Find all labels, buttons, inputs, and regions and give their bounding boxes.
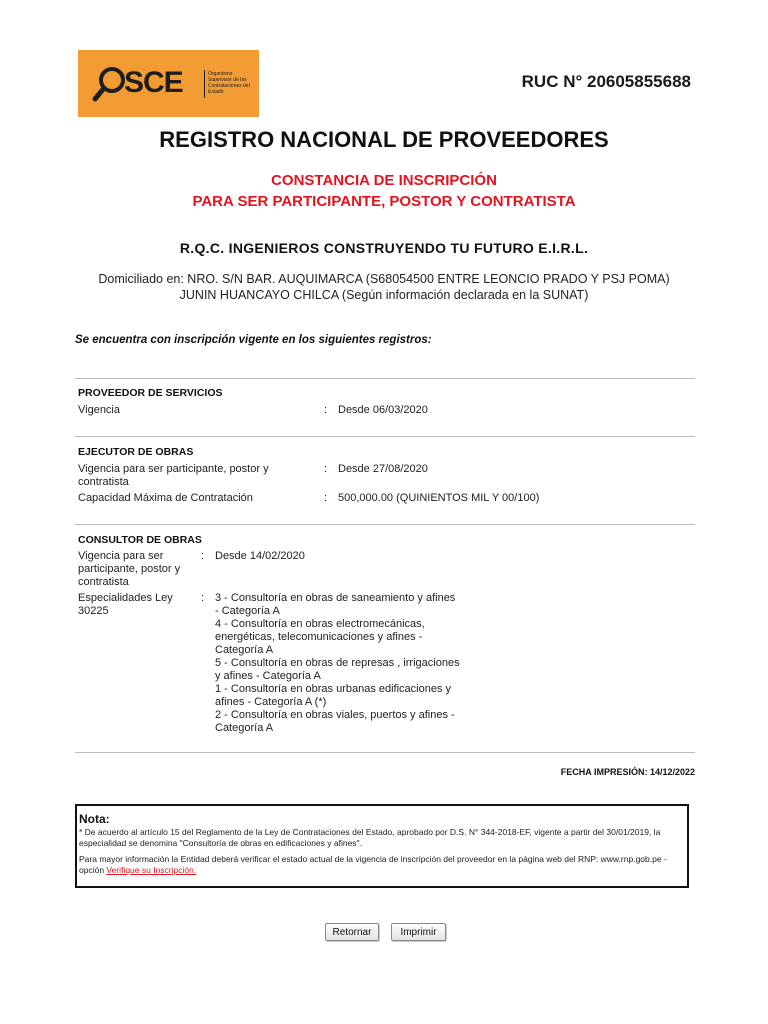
note-paragraph-1: * De acuerdo al artículo 15 del Reglamento de la Ley de Contrataciones del Estado, aprobado por D.S. N° 344-2018-EF, vigente a partir del 30/01/2019, la especialidad se denomina "Consultoría de obras en edificaciones y afines". xyxy=(79,827,661,848)
ejecutor-capacidad-label: Capacidad Máxima de Contratación xyxy=(78,492,253,504)
section-divider xyxy=(75,524,695,525)
logo-word: SCE xyxy=(124,66,183,99)
subtitle-line-2: PARA SER PARTICIPANTE, POSTOR Y CONTRATISTA xyxy=(192,193,576,210)
section-divider xyxy=(75,436,695,437)
note-paragraph-2-text: Para mayor información la Entidad deberá verificar el estado actual de la vigencia de inscripción del proveedor en la página web del RNP: www.rnp.gob.pe - opción xyxy=(79,854,667,875)
retornar-button[interactable]: Retornar xyxy=(325,923,379,941)
proveedor-vigencia-value: Desde 06/03/2020 xyxy=(338,404,428,416)
imprimir-button[interactable]: Imprimir xyxy=(391,923,446,941)
colon: : xyxy=(324,492,328,504)
print-date: FECHA IMPRESIÓN: 14/12/2022 xyxy=(560,767,695,777)
section-title-ejecutor: EJECUTOR DE OBRAS xyxy=(78,446,194,458)
especialidad-item: 2 - Consultoría en obras viales, puertos y afines - Categoría A xyxy=(215,709,455,734)
note-box xyxy=(75,804,689,888)
registry-intro: Se encuentra con inscripción vigente en los siguientes registros: xyxy=(75,334,432,346)
especialidad-item: 1 - Consultoría en obras urbanas edificaciones y afines - Categoría A (*) xyxy=(215,683,452,708)
page-title: REGISTRO NACIONAL DE PROVEEDORES xyxy=(159,127,609,152)
section-title-proveedor: PROVEEDOR DE SERVICIOS xyxy=(78,387,223,399)
especialidad-item: 5 - Consultoría en obras de represas , irrigaciones y afines - Categoría A xyxy=(215,657,460,682)
ejecutor-capacidad-value: 500,000.00 (QUINIENTOS MIL Y 00/100) xyxy=(338,492,540,504)
ejecutor-vigencia-value: Desde 27/08/2020 xyxy=(338,463,428,475)
ejecutor-vigencia-label: Vigencia para ser participante, postor y contratista xyxy=(78,463,269,488)
consultor-vigencia-value: Desde 14/02/2020 xyxy=(215,550,305,562)
magnifier-icon xyxy=(92,64,128,104)
colon: : xyxy=(324,463,328,475)
especialidades-list xyxy=(215,592,460,735)
note-title: Nota: xyxy=(79,812,110,826)
osce-logo xyxy=(78,50,259,117)
company-address: Domiciliado en: NRO. S/N BAR. AUQUIMARCA (S68054500 ENTRE LEONCIO PRADO Y PSJ POMA) JUNIN HUANCAYO CHILCA (Según información declarada en la SUNAT) xyxy=(98,272,670,302)
consultor-vigencia-label: Vigencia para ser participante, postor y contratista xyxy=(78,550,181,588)
section-title-consultor: CONSULTOR DE OBRAS xyxy=(78,534,202,546)
logo-divider xyxy=(204,70,205,98)
note-paragraph-2 xyxy=(79,854,687,875)
company-name: R.Q.C. INGENIEROS CONSTRUYENDO TU FUTURO E.I.R.L. xyxy=(179,240,589,256)
section-divider xyxy=(75,378,695,379)
ruc-number: RUC N° 20605855688 xyxy=(521,72,691,91)
logo-subtitle: Organismo Supervisor de las Contrataciones del Estado xyxy=(208,71,250,95)
especialidad-item: 4 - Consultoría en obras electromecánicas, energéticas, telecomunicaciones y afines - Categoría A xyxy=(215,618,425,656)
colon: : xyxy=(201,550,205,562)
colon: : xyxy=(201,592,205,604)
especialidad-item: 3 - Consultoría en obras de saneamiento y afines - Categoría A xyxy=(215,592,456,617)
subtitle-line-1: CONSTANCIA DE INSCRIPCIÓN xyxy=(271,172,497,189)
consultor-especialidades-label: Especialidades Ley 30225 xyxy=(78,592,173,617)
section-divider xyxy=(75,752,695,753)
colon: : xyxy=(324,404,328,416)
verify-registration-link[interactable]: Verifique su Inscripción. xyxy=(106,864,197,875)
proveedor-vigencia-label: Vigencia xyxy=(78,404,120,416)
